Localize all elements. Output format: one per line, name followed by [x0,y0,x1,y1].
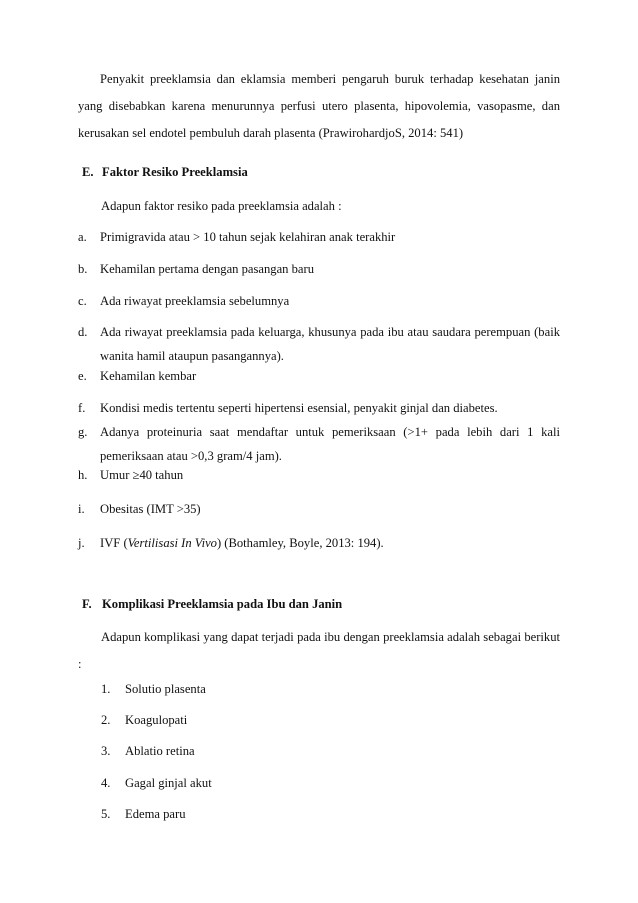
list-item-text: Kehamilan pertama dengan pasangan baru [100,262,315,276]
numbered-item-text: Ablatio retina [125,744,195,758]
numbered-item-text: Edema paru [125,807,186,821]
numbered-item-number: 1. [101,682,111,696]
list-item-label: e. [78,369,87,383]
list-item-label: b. [78,262,88,276]
numbered-item [101,708,187,732]
list-item-text: Umur ≥40 tahun [100,468,184,482]
section-e-title: Faktor Resiko Preeklamsia [102,165,248,179]
numbered-item [101,771,212,795]
numbered-item-text: Koagulopati [125,713,188,727]
list-item-label: f. [78,401,86,415]
section-f-heading [82,592,342,616]
list-item-text: Kondisi medis tertentu seperti hipertensi esensial, penyakit ginjal dan diabetes. [100,401,498,415]
list-item-text: Ada riwayat preeklamsia pada keluarga, khusunya pada ibu atau saudara perempuan (baik wanita hamil ataupun pasangannya). [100,325,560,363]
list-item-text: Obesitas (IMT >35) [100,502,201,516]
list-item-label: h. [78,468,88,482]
section-e-letter: E. [82,165,94,179]
intro-paragraph: Penyakit preeklamsia dan eklamsia memberi pengaruh buruk terhadap kesehatan janin yang disebabkan karena menurunnya perfusi utero plasenta, hipovolemia, vasopasme, dan kerusakan sel endotel pembuluh darah plasenta (PrawirohardjoS, 2014: 541) [78,72,560,140]
list-item-text-post: ) (Bothamley, Boyle, 2013: 194). [216,536,384,550]
list-item-text: Adanya proteinuria saat mendaftar untuk pemeriksaan (>1+ pada lebih dari 1 kali pemeriksaan atau >0,3 gram/4 jam). [100,425,560,463]
numbered-item-number: 3. [101,744,111,758]
numbered-item-number: 5. [101,807,111,821]
section-f-lead: Adapun komplikasi yang dapat terjadi pada ibu dengan preeklamsia adalah sebagai berikut : [78,630,560,671]
section-f-letter: F. [82,597,92,611]
numbered-item-text: Gagal ginjal akut [125,776,212,790]
numbered-item-number: 4. [101,776,111,790]
section-e-lead: Adapun faktor resiko pada preeklamsia adalah : [101,199,342,213]
list-item-text-pre: IVF ( [100,536,128,550]
numbered-item [101,739,195,763]
numbered-item-text: Solutio plasenta [125,682,206,696]
numbered-item [101,802,186,826]
list-item-label: j. [78,536,85,550]
list-item-text [100,531,560,555]
list-item-label: i. [78,502,85,516]
numbered-item-number: 2. [101,713,111,727]
list-item-label: d. [78,325,88,339]
list-item-label: c. [78,294,87,308]
list-item-label: g. [78,425,88,439]
section-e-heading [82,160,248,184]
section-f-title: Komplikasi Preeklamsia pada Ibu dan Janin [102,597,343,611]
numbered-item [101,677,206,701]
list-item-text: Ada riwayat preeklamsia sebelumnya [100,294,290,308]
list-item-text: Kehamilan kembar [100,369,197,383]
list-item-text: Primigravida atau > 10 tahun sejak kelahiran anak terakhir [100,230,396,244]
list-item-text-italic: Vertilisasi In Vivo [127,536,217,550]
list-item-label: a. [78,230,87,244]
